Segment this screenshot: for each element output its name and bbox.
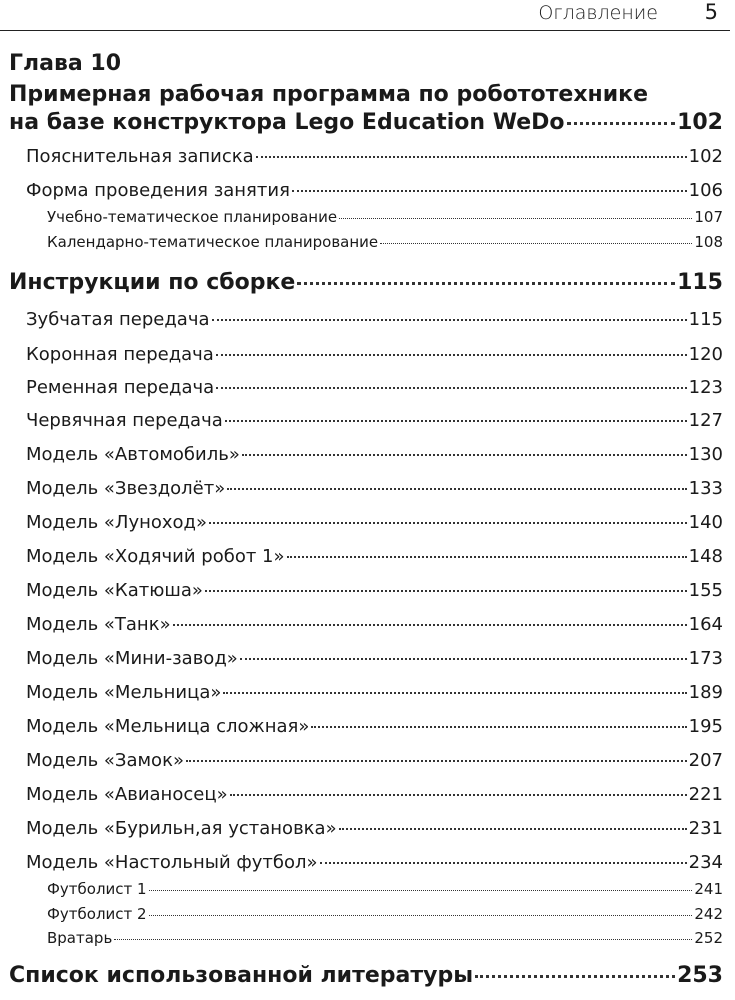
toc-entry-goalkeeper[interactable] xyxy=(47,929,723,947)
toc-entry-page: 195 xyxy=(688,716,723,737)
toc-entry-title: Модель «Замок» xyxy=(26,750,184,771)
toc-entry-page: 173 xyxy=(688,648,723,669)
toc-entry-title: Пояснительная записка xyxy=(26,146,254,167)
dot-leader xyxy=(216,387,686,389)
toc-entry-title: Инструкции по сборке xyxy=(9,270,296,295)
toc-entry-explanatory-note[interactable] xyxy=(26,146,723,167)
toc-entry-title: Форма проведения занятия xyxy=(26,180,290,201)
toc-entry-model-car[interactable] xyxy=(26,444,723,465)
dot-leader xyxy=(567,122,676,125)
toc-entry-page: 107 xyxy=(694,208,723,226)
dot-leader xyxy=(292,190,687,192)
toc-entry-title: Список использованной литературы xyxy=(9,963,474,988)
toc-entry-assembly-instructions[interactable] xyxy=(9,270,723,295)
toc-entry-model-mini-factory[interactable] xyxy=(26,648,723,669)
dot-leader xyxy=(186,760,687,762)
toc-entry-page: 252 xyxy=(694,929,723,947)
toc-entry-footballer-2[interactable] xyxy=(47,905,723,923)
toc-entry-model-drilling-rig[interactable] xyxy=(26,818,723,839)
toc-entry-page: 127 xyxy=(688,410,723,431)
toc-entry-title: Футболист 2 xyxy=(47,905,147,923)
dot-leader xyxy=(380,243,692,244)
dot-leader xyxy=(311,726,686,728)
dot-leader xyxy=(173,624,687,626)
dot-leader xyxy=(320,862,687,864)
toc-entry-calendar-planning[interactable] xyxy=(47,233,723,251)
toc-entry-title: Вратарь xyxy=(47,929,113,947)
dot-leader xyxy=(475,975,675,978)
toc-entry-page: 130 xyxy=(688,444,723,465)
toc-entry-page: 106 xyxy=(688,180,723,201)
dot-leader xyxy=(114,939,692,940)
toc-entry-page: 102 xyxy=(677,110,723,135)
dot-leader xyxy=(230,794,687,796)
toc-entry-title: Модель «Луноход» xyxy=(26,512,208,533)
toc-entry-lesson-form[interactable] xyxy=(26,180,723,201)
toc-entry-page: 102 xyxy=(688,146,723,167)
toc-entry-page: 231 xyxy=(688,818,723,839)
toc-entry-page: 207 xyxy=(688,750,723,771)
toc-entry-title: Ременная передача xyxy=(26,377,215,398)
dot-leader xyxy=(256,156,687,158)
toc-entry-bibliography[interactable] xyxy=(9,963,723,988)
toc-entry-page: 108 xyxy=(694,233,723,251)
toc-entry-model-mill[interactable] xyxy=(26,682,723,703)
toc-entry-spur-gear[interactable] xyxy=(26,309,723,330)
toc-entry-model-complex-mill[interactable] xyxy=(26,716,723,737)
toc-entry-page: 120 xyxy=(688,344,723,365)
toc-entry-thematic-planning[interactable] xyxy=(47,208,723,226)
toc-entry-model-tank[interactable] xyxy=(26,614,723,635)
page-number: 5 xyxy=(704,0,718,24)
toc-entry-page: 115 xyxy=(688,309,723,330)
toc-entry-title: Модель «Бурильн,ая установка» xyxy=(26,818,337,839)
toc-entry-model-lunokhod[interactable] xyxy=(26,512,723,533)
toc-entry-page: 140 xyxy=(688,512,723,533)
chapter-10-heading xyxy=(9,48,724,110)
toc-entry-page: 115 xyxy=(677,270,723,295)
toc-entry-page: 221 xyxy=(688,784,723,805)
toc-entry-crown-gear[interactable] xyxy=(26,344,723,365)
toc-entry-model-katyusha[interactable] xyxy=(26,580,723,601)
toc-entry-title: Календарно-тематическое планирование xyxy=(47,233,379,251)
toc-entry-title: Модель «Ходячий робот 1» xyxy=(26,546,285,567)
toc-entry-title: Зубчатая передача xyxy=(26,309,210,330)
toc-entry-page: 241 xyxy=(694,880,723,898)
toc-entry-title: Коронная передача xyxy=(26,344,214,365)
dot-leader xyxy=(339,828,687,830)
dot-leader xyxy=(149,890,693,891)
running-header xyxy=(0,0,730,31)
dot-leader xyxy=(297,282,675,285)
toc-entry-page: 234 xyxy=(688,852,723,873)
toc-entry-title: на базе конструктора Lego Education WeDo xyxy=(9,110,565,135)
dot-leader xyxy=(227,488,686,490)
dot-leader xyxy=(242,454,687,456)
running-title: Оглавление xyxy=(538,2,658,24)
toc-entry-page: 123 xyxy=(688,377,723,398)
toc-entry-title: Модель «Мини-завод» xyxy=(26,648,238,669)
dot-leader xyxy=(339,218,692,219)
dot-leader xyxy=(223,692,686,694)
chapter-label: Глава 10 xyxy=(9,51,122,76)
toc-entry-model-walking-robot[interactable] xyxy=(26,546,723,567)
toc-entry-page: 189 xyxy=(688,682,723,703)
dot-leader xyxy=(225,420,687,422)
dot-leader xyxy=(216,354,687,356)
toc-entry-model-starship[interactable] xyxy=(26,478,723,499)
toc-entry-page: 155 xyxy=(688,580,723,601)
toc-entry-title: Модель «Мельница» xyxy=(26,682,222,703)
toc-entry-model-table-football[interactable] xyxy=(26,852,723,873)
toc-entry-model-aircraft-carrier[interactable] xyxy=(26,784,723,805)
toc-entry-worm-gear[interactable] xyxy=(26,410,723,431)
toc-entry-title: Модель «Настольный футбол» xyxy=(26,852,318,873)
toc-entry-title: Модель «Танк» xyxy=(26,614,171,635)
toc-entry-title: Червячная передача xyxy=(26,410,223,431)
chapter-title-line-1: Примерная рабочая программа по робототехнике xyxy=(9,82,648,107)
toc-entry-title: Учебно-тематическое планирование xyxy=(47,208,338,226)
toc-entry-belt-drive[interactable] xyxy=(26,377,723,398)
toc-entry-title: Модель «Катюша» xyxy=(26,580,203,601)
toc-entry-title: Модель «Мельница сложная» xyxy=(26,716,310,737)
toc-entry-title: Модель «Автомобиль» xyxy=(26,444,240,465)
dot-leader xyxy=(212,319,687,321)
dot-leader xyxy=(205,590,687,592)
toc-entry-title: Модель «Звездолёт» xyxy=(26,478,226,499)
dot-leader xyxy=(209,522,687,524)
toc-entry-title: Модель «Авианосец» xyxy=(26,784,228,805)
dot-leader xyxy=(149,915,693,916)
toc-entry-title: Футболист 1 xyxy=(47,880,147,898)
toc-entry-page: 148 xyxy=(688,546,723,567)
toc-entry-page: 242 xyxy=(694,905,723,923)
dot-leader xyxy=(240,658,687,660)
toc-entry-page: 164 xyxy=(688,614,723,635)
toc-entry-model-castle[interactable] xyxy=(26,750,723,771)
toc-entry-chapter-10[interactable] xyxy=(9,110,723,135)
toc-entry-page: 253 xyxy=(677,963,723,988)
toc-entry-page: 133 xyxy=(688,478,723,499)
dot-leader xyxy=(287,556,687,558)
toc-entry-footballer-1[interactable] xyxy=(47,880,723,898)
